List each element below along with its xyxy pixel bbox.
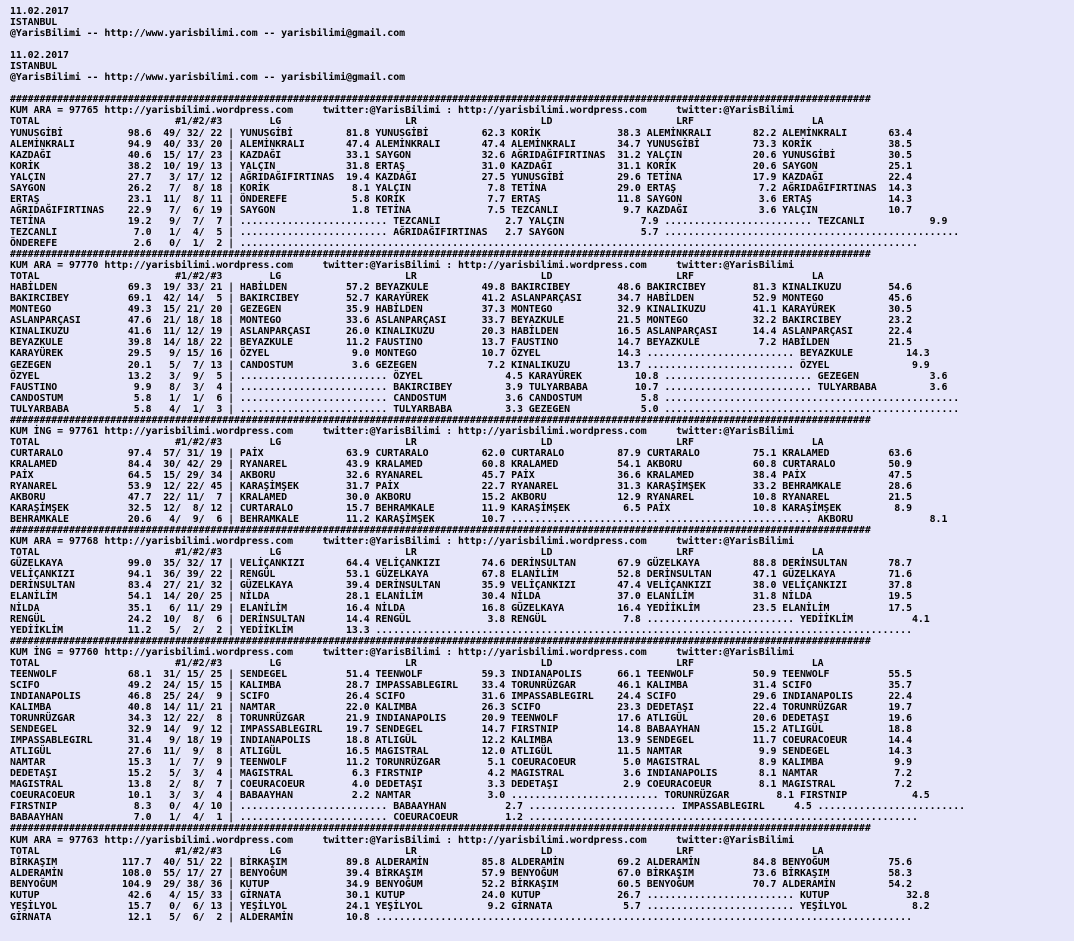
result-row: TEENWOLF 68.1 31/ 15/ 25 | SENDEGEL 51.4 TEENWOLF 59.3 INDIANAPOLIS 66.1 TEENWOLF 50.9 TEENWOLF 55.5 — [10, 668, 912, 680]
result-row: PAİX 64.5 15/ 29/ 34 | AKBORU 32.6 RYANAREL 45.7 PAİX 36.6 KRALAMED 38.4 PAİX 47.5 — [10, 469, 912, 481]
blank-line — [10, 39, 1074, 50]
result-row: YEŞİLYOL 15.7 0/ 6/ 13 | YEŞİLYOL 24.1 YEŞİLYOL 9.2 GİRNATA 5.7 ......................... YEŞİLYOL 8.2 — [10, 900, 930, 912]
race-header: KUM ARA = 97770 http://yarisbilimi.wordpress.com twitter:@YarisBilimi : http://yarisbilimi.wordpress.com twitter:@YarisBilimi — [10, 260, 795, 272]
section-separator: ################################################################################################################################################## — [10, 249, 871, 261]
section-separator: ################################################################################################################################################## — [10, 823, 871, 835]
section-separator: ################################################################################################################################################## — [10, 94, 871, 106]
column-header: TOTAL #1/#2/#3 LG LR LD LRF LA — [10, 657, 824, 669]
result-row: CURTARALO 97.4 57/ 31/ 19 | PAİX 63.9 CURTARALO 62.0 CURTARALO 87.9 CURTARALO 75.1 KRALAMED 63.6 — [10, 447, 912, 459]
result-row: ASLANPARÇASI 47.6 21/ 18/ 18 | MONTEGO 33.6 ASLANPARÇASI 33.7 BEYAZKULE 21.5 MONTEGO 32.2 BAKIRCIBEY 23.2 — [10, 315, 912, 327]
result-row: KAZDAĞI 40.6 15/ 17/ 23 | KAZDAĞI 33.1 SAYGON 32.6 AĞRIDAĞIFIRTINAS 31.2 YALÇIN 20.6 YUNUSGİBİ 30.5 — [10, 149, 912, 161]
result-row: YALÇIN 27.7 3/ 17/ 12 | AĞRIDAĞIFIRTINAS 19.4 KAZDAĞI 27.5 YUNUSGİBİ 29.6 TETİNA 17.9 KAZDAĞI 22.4 — [10, 171, 912, 183]
section-separator: ################################################################################################################################################## — [10, 635, 871, 647]
result-row: MONTEGO 49.3 15/ 21/ 20 | GEZEGEN 35.9 HABİLDEN 37.3 MONTEGO 32.9 KINALIKUZU 41.1 KARAYÜREK 30.5 — [10, 304, 912, 316]
blank-line — [10, 83, 1074, 94]
result-row: SAYGON 26.2 7/ 8/ 18 | KORİK 8.1 YALÇIN 7.8 TETİNA 29.0 ERTAŞ 7.2 AĞRIDAĞIFIRTINAS 14.3 — [10, 182, 912, 194]
result-row: KINALIKUZU 41.6 11/ 12/ 19 | ASLANPARÇASI 26.0 KINALIKUZU 20.3 HABİLDEN 16.5 ASLANPARÇASI 14.4 ASLANPARÇASI 22.4 — [10, 326, 912, 338]
result-row: ÖZYEL 13.2 3/ 9/ 5 | ......................... ÖZYEL 4.5 KARAYÜREK 10.8 ......................... GEZEGEN 3.6 — [10, 370, 948, 382]
race-header: KUM İNG = 97760 http://yarisbilimi.wordpress.com twitter:@YarisBilimi : http://yarisbilimi.wordpress.com twitter:@YarisBilimi — [10, 646, 795, 658]
result-row: ATLIGÜL 27.6 11/ 9/ 8 | ATLIGÜL 16.5 MAGISTRAL 12.0 ATLIGÜL 11.5 NAMTAR 9.9 SENDEGEL 14.3 — [10, 746, 912, 758]
report-city: ISTANBUL — [10, 17, 58, 29]
result-row: ALEMİNKRALI 94.9 40/ 33/ 20 | ALEMİNKRALI 47.4 ALEMİNKRALI 47.4 ALEMİNKRALI 34.7 YUNUSGİBİ 73.3 KORİK 38.5 — [10, 138, 912, 150]
result-row: BAKIRCIBEY 69.1 42/ 14/ 5 | BAKIRCIBEY 52.7 KARAYÜREK 41.2 ASLANPARÇASI 34.7 HABİLDEN 52.9 MONTEGO 45.6 — [10, 293, 912, 305]
result-row: ERTAŞ 23.1 11/ 8/ 11 | ÖNDEREFE 5.8 KORİK 7.7 ERTAŞ 11.8 SAYGON 3.6 ERTAŞ 14.3 — [10, 193, 912, 205]
column-header: TOTAL #1/#2/#3 LG LR LD LRF LA — [10, 845, 824, 857]
result-row: KRALAMED 84.4 30/ 42/ 29 | RYANAREL 43.9 KRALAMED 60.8 KRALAMED 54.1 AKBORU 60.8 CURTARALO 50.9 — [10, 458, 912, 470]
result-row: ALDERAMİN 108.0 55/ 17/ 27 | BENYOĞUM 39.4 BİRKAŞIM 57.9 BENYOĞUM 67.0 BİRKAŞIM 73.6 BİRKAŞIM 58.3 — [10, 867, 912, 879]
result-row: KARAŞİMŞEK 32.5 12/ 8/ 12 | CURTARALO 15.7 BEHRAMKALE 11.9 KARAŞİMŞEK 6.5 PAİX 10.8 KARAŞİMŞEK 8.9 — [10, 503, 912, 515]
result-row: GİRNATA 12.1 5/ 6/ 2 | ALDERAMİN 10.8 ........................................................................................... — [10, 911, 912, 923]
result-row: AKBORU 47.7 22/ 11/ 7 | KRALAMED 30.0 AKBORU 15.2 AKBORU 12.9 RYANAREL 10.8 RYANAREL 21.5 — [10, 492, 912, 504]
result-row: BİRKAŞIM 117.7 40/ 51/ 22 | BİRKAŞIM 89.8 ALDERAMİN 85.8 ALDERAMİN 69.2 ALDERAMİN 84.8 BENYOĞUM 75.6 — [10, 856, 912, 868]
report-city: ISTANBUL — [10, 61, 58, 73]
result-row: KALIMBA 40.8 14/ 11/ 21 | NAMTAR 22.0 KALIMBA 26.3 SCIFO 23.3 DEDETAŞI 22.4 TORUNRÜZGAR 19.7 — [10, 701, 912, 713]
result-row: SCIFO 49.2 24/ 15/ 15 | KALIMBA 28.7 IMPASSABLEGIRL 33.4 TORUNRÜZGAR 46.1 KALIMBA 31.4 SCIFO 35.7 — [10, 679, 912, 691]
result-row: IMPASSABLEGIRL 31.4 9/ 18/ 19 | INDIANAPOLIS 18.8 ATLIGÜL 12.2 KALIMBA 13.9 SENDEGEL 11.7 COEURACOEUR 14.4 — [10, 735, 912, 747]
column-header: TOTAL #1/#2/#3 LG LR LD LRF LA — [10, 547, 824, 559]
result-row: MAGISTRAL 13.8 2/ 8/ 7 | COEURACOEUR 4.0 DEDETAŞI 3.3 DEDETAŞI 2.9 COEURACOEUR 8.1 MAGISTRAL 7.2 — [10, 779, 912, 791]
result-row: DEDETAŞI 15.2 5/ 3/ 4 | MAGISTRAL 6.3 FIRSTNIP 4.2 MAGISTRAL 3.6 INDIANAPOLIS 8.1 NAMTAR 7.2 — [10, 768, 912, 780]
result-row: DERİNSULTAN 83.4 27/ 21/ 32 | GÜZELKAYA 39.4 DERİNSULTAN 35.9 VELİÇANKIZI 47.4 VELİÇANKIZI 38.0 VELİÇANKIZI 37.8 — [10, 580, 912, 592]
result-row: NAMTAR 15.3 1/ 7/ 9 | TEENWOLF 11.2 TORUNRÜZGAR 5.1 COEURACOEUR 5.0 MAGISTRAL 8.9 KALIMBA 9.9 — [10, 757, 912, 769]
report-contact: @YarisBilimi -- http://www.yarisbilimi.com -- yarisbilimi@gmail.com — [10, 28, 405, 40]
result-row: FIRSTNIP 8.3 0/ 4/ 10 | ......................... BABAAYHAN 2.7 ......................... IMPASSABLEGIRL 4.5 ......................... — [10, 801, 966, 813]
result-row: NİLDA 35.1 6/ 11/ 29 | ELANİLİM 16.4 NİLDA 16.8 GÜZELKAYA 16.4 YEDİİKLİM 23.5 ELANİLİM 17.5 — [10, 602, 912, 614]
result-row: TETİNA 19.2 9/ 7/ 7 | ......................... TEZCANLI 2.7 YALÇIN 7.9 ......................... TEZCANLI 9.9 — [10, 215, 948, 227]
result-row: GÜZELKAYA 99.0 35/ 32/ 17 | VELİÇANKIZI 64.4 VELİÇANKIZI 74.6 DERİNSULTAN 67.9 GÜZELKAYA 88.8 DERİNSULTAN 78.7 — [10, 558, 912, 570]
section-separator: ################################################################################################################################################## — [10, 525, 871, 537]
column-header: TOTAL #1/#2/#3 LG LR LD LRF LA — [10, 436, 824, 448]
result-row: ÖNDEREFE 2.6 0/ 1/ 2 | ................................................................................................................... — [10, 237, 918, 249]
result-row: YUNUSGİBİ 98.6 49/ 32/ 22 | YUNUSGİBİ 81.8 YUNUSGİBİ 62.3 KORİK 38.3 ALEMİNKRALI 82.2 ALEMİNKRALI 63.4 — [10, 127, 912, 139]
result-row: BEYAZKULE 39.8 14/ 18/ 22 | BEYAZKULE 11.2 FAUSTINO 13.7 FAUSTINO 14.7 BEYAZKULE 7.2 HABİLDEN 21.5 — [10, 337, 912, 349]
result-row: HABİLDEN 69.3 19/ 33/ 21 | HABİLDEN 57.2 BEYAZKULE 49.8 BAKIRCIBEY 48.6 BAKIRCIBEY 81.3 KINALIKUZU 54.6 — [10, 282, 912, 294]
race-header: KUM ARA = 97768 http://yarisbilimi.wordpress.com twitter:@YarisBilimi : http://yarisbilimi.wordpress.com twitter:@YarisBilimi — [10, 536, 795, 548]
result-row: TORUNRÜZGAR 34.3 12/ 22/ 8 | TORUNRÜZGAR 21.9 INDIANAPOLIS 20.9 TEENWOLF 17.6 ATLIGÜL 20.6 DEDETAŞI 19.6 — [10, 713, 912, 724]
result-row: TEZCANLI 7.0 1/ 4/ 5 | ......................... AĞRIDAĞIFIRTINAS 2.7 SAYGON 5.7 .................................................. — [10, 226, 960, 238]
result-row: BABAAYHAN 7.0 1/ 4/ 1 | ......................... COEURACOEUR 1.2 .................................................................. — [10, 812, 918, 824]
report-contact: @YarisBilimi -- http://www.yarisbilimi.com -- yarisbilimi@gmail.com — [10, 72, 405, 84]
race-header: KUM ARA = 97763 http://yarisbilimi.wordpress.com twitter:@YarisBilimi : http://yarisbilimi.wordpress.com twitter:@YarisBilimi — [10, 834, 795, 846]
column-header: TOTAL #1/#2/#3 LG LR LD LRF LA — [10, 116, 824, 128]
result-row: YEDİİKLİM 11.2 5/ 2/ 2 | YEDİİKLİM 13.3 ........................................................................................... — [10, 624, 912, 636]
result-row: INDIANAPOLIS 46.8 25/ 24/ 9 | SCIFO 26.4 SCIFO 31.6 IMPASSABLEGIRL 24.4 SCIFO 29.6 INDIANAPOLIS 22.4 — [10, 690, 912, 702]
result-row: ELANİLİM 54.1 14/ 20/ 25 | NİLDA 28.1 ELANİLİM 30.4 NİLDA 37.0 ELANİLİM 31.8 NİLDA 19.5 — [10, 591, 912, 603]
result-row: BEHRAMKALE 20.6 4/ 9/ 6 | BEHRAMKALE 11.2 KARAŞİMŞEK 10.7 ......................... ......................... AKBORU 8.1 — [10, 514, 948, 526]
result-row: GEZEGEN 20.1 5/ 7/ 13 | CANDOSTUM 3.6 GEZEGEN 7.2 KINALIKUZU 13.7 ......................... ÖZYEL 9.9 — [10, 359, 930, 371]
result-row: CANDOSTUM 5.8 1/ 1/ 6 | ......................... CANDOSTUM 3.6 CANDOSTUM 5.8 .................................................. — [10, 392, 960, 404]
race-header: KUM ARA = 97765 http://yarisbilimi.wordpress.com twitter:@YarisBilimi : http://yarisbilimi.wordpress.com twitter:@YarisBilimi — [10, 105, 795, 117]
result-row: RYANAREL 53.9 12/ 22/ 45 | KARAŞİMŞEK 31.7 PAİX 22.7 RYANAREL 31.3 KARAŞİMŞEK 33.2 BEHRAMKALE 28.6 — [10, 481, 912, 493]
result-row: KUTUP 42.6 4/ 15/ 33 | GİRNATA 30.1 KUTUP 24.0 KUTUP 26.7 ......................... KUTUP 32.8 — [10, 889, 930, 901]
report-date: 11.02.2017 — [10, 6, 69, 17]
result-row: FAUSTINO 9.9 8/ 3/ 4 | ......................... BAKIRCIBEY 3.9 TULYARBABA 10.7 ......................... TULYARBABA 3.6 — [10, 381, 948, 393]
result-row: RENGÜL 24.2 10/ 8/ 6 | DERİNSULTAN 14.4 RENGÜL 3.8 RENGÜL 7.8 ......................... YEDİİKLİM 4.1 — [10, 613, 930, 625]
column-header: TOTAL #1/#2/#3 LG LR LD LRF LA — [10, 271, 824, 283]
result-row: AĞRIDAĞIFIRTINAS 22.9 7/ 6/ 19 | SAYGON 1.8 TETİNA 7.5 TEZCANLI 9.7 KAZDAĞI 3.6 YALÇIN 10.7 — [10, 204, 912, 216]
race-header: KUM İNG = 97761 http://yarisbilimi.wordpress.com twitter:@YarisBilimi : http://yarisbilimi.wordpress.com twitter:@YarisBilimi — [10, 425, 795, 437]
result-row: KARAYÜREK 29.5 9/ 15/ 16 | ÖZYEL 9.0 MONTEGO 10.7 ÖZYEL 14.3 ......................... BEYAZKULE 14.3 — [10, 348, 930, 360]
result-row: KORİK 38.2 10/ 19/ 13 | YALÇIN 31.8 ERTAŞ 31.0 KAZDAĞI 31.1 KORİK 20.6 SAYGON 25.1 — [10, 160, 912, 172]
result-row: VELİÇANKIZI 94.1 36/ 39/ 22 | RENGÜL 53.1 GÜZELKAYA 67.8 ELANİLİM 52.8 DERİNSULTAN 47.1 GÜZELKAYA 71.6 — [10, 569, 912, 581]
result-row: BENYOĞUM 104.9 29/ 38/ 36 | KUTUP 34.9 BENYOĞUM 52.2 BİRKAŞIM 60.5 BENYOĞUM 70.7 ALDERAMİN 54.2 — [10, 878, 912, 890]
section-separator: ################################################################################################################################################## — [10, 414, 871, 426]
result-row: TULYARBABA 5.8 4/ 1/ 3 | ......................... TULYARBABA 3.3 GEZEGEN 5.0 .................................................. — [10, 403, 960, 415]
result-row: SENDEGEL 32.9 14/ 9/ 12 | IMPASSABLEGIRL 19.7 SENDEGEL 14.7 FIRSTNIP 14.8 BABAAYHAN 15.2 ATLIGÜL 18.8 — [10, 724, 912, 736]
report-date: 11.02.2017 — [10, 50, 69, 62]
result-row: COEURACOEUR 10.1 3/ 3/ 4 | BABAAYHAN 2.2 NAMTAR 3.0 ......................... TORUNRÜZGAR 8.1 FIRSTNIP 4.5 — [10, 790, 930, 802]
